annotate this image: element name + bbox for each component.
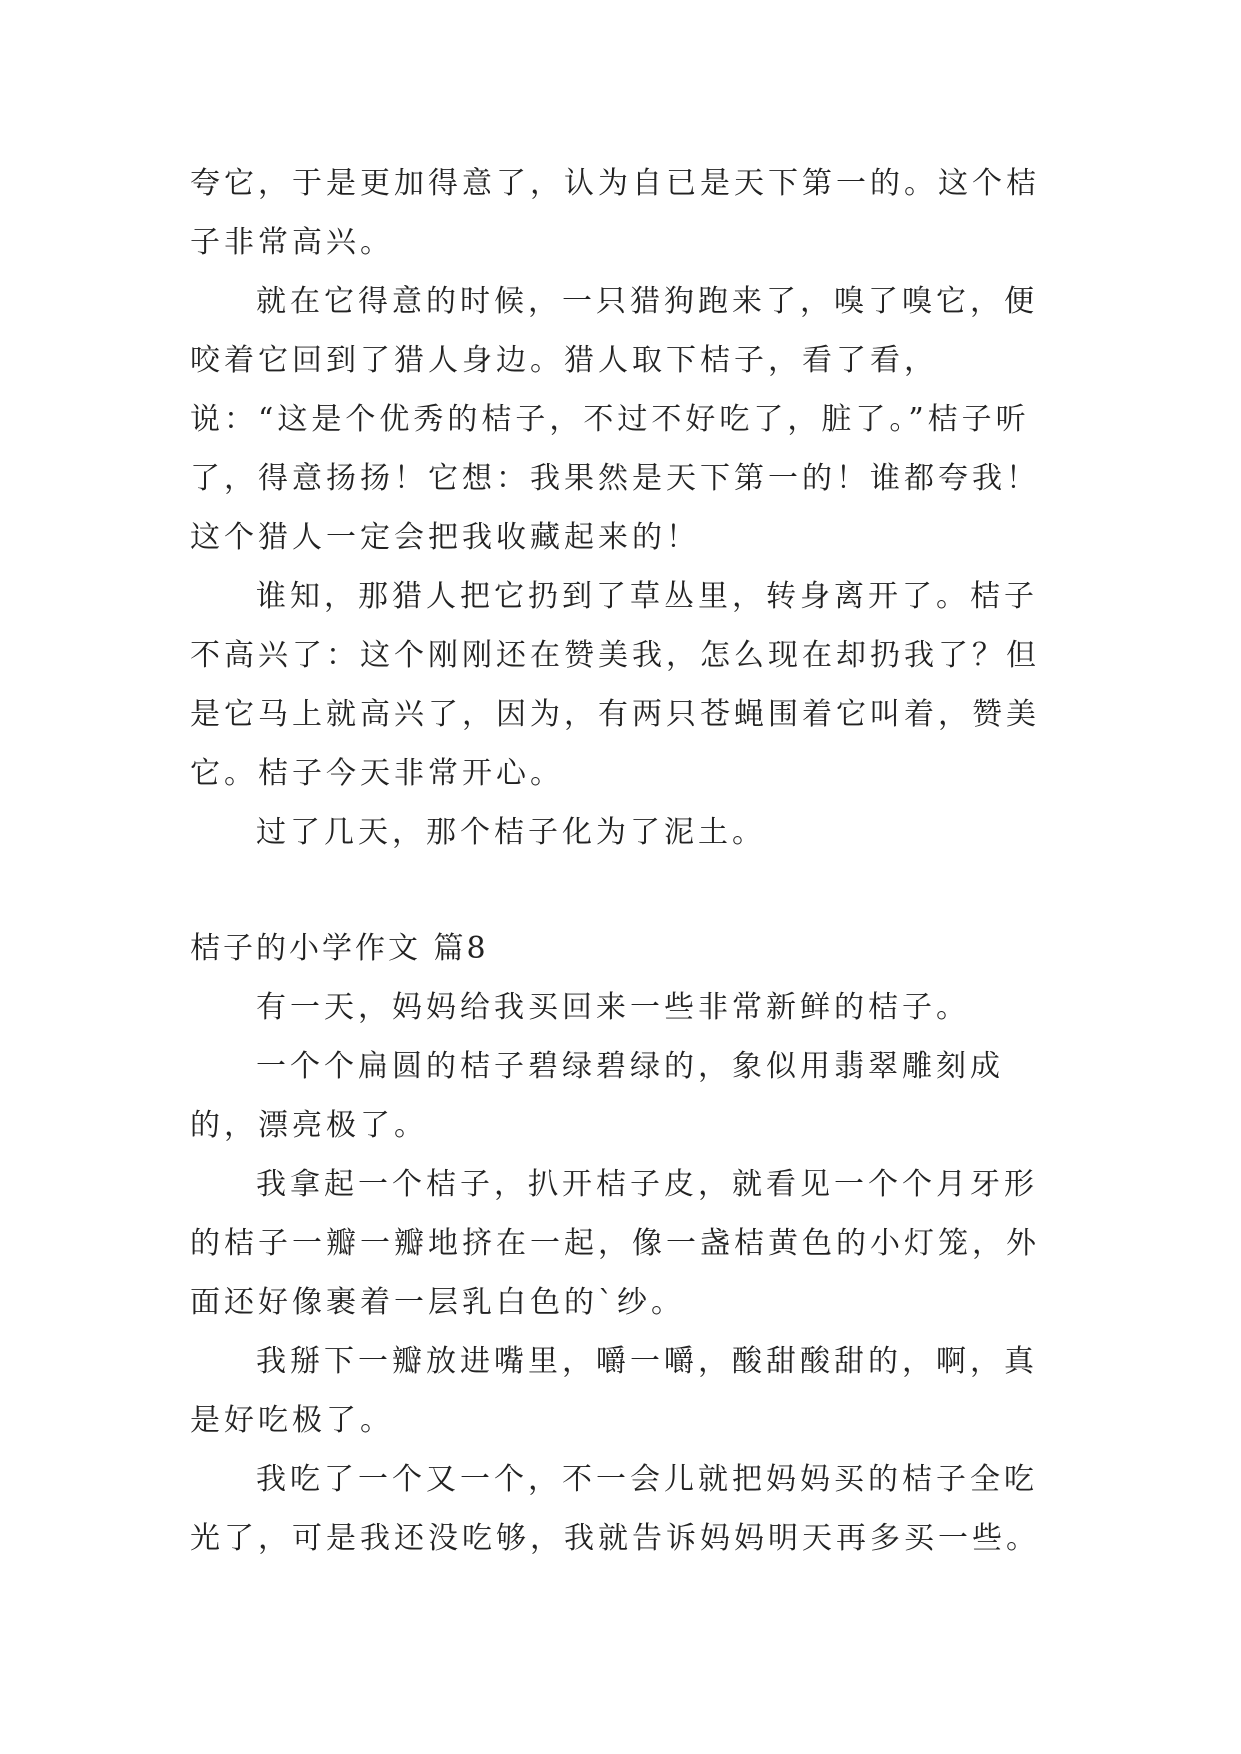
- paragraph: 有一天，妈妈给我买回来一些非常新鲜的桔子。: [256, 990, 970, 1025]
- paragraph: 过了几天，那个桔子化为了泥土。: [256, 815, 766, 850]
- paragraph: 我吃了一个又一个，不一会儿就把妈妈买的桔子全吃光了，可是我还没吃够，我就告诉妈妈明天再多买一些。: [190, 1462, 1040, 1556]
- paragraph: 谁知，那猎人把它扔到了草丛里，转身离开了。桔子不高兴了：这个刚刚还在赞美我，怎么现在却扔我了？但是它马上就高兴了，因为，有两只苍蝇围着它叫着，赞美它。桔子今天非常开心。: [190, 579, 1040, 791]
- document-body: [190, 154, 1050, 1568]
- section-gap: [190, 862, 1050, 919]
- paragraph: 就在它得意的时候，一只猎狗跑来了，嗅了嗅它，便咬着它回到了猎人身边。猎人取下桔子，看了看，说：“这是个优秀的桔子，不过不好吃了，脏了。”桔子听了，得意扬扬！它想：我果然是天下第一的！谁都夸我！这个猎人一定会把我收藏起来的！: [190, 284, 1040, 555]
- paragraph: 一个个扁圆的桔子碧绿碧绿的，象似用翡翠雕刻成的，漂亮极了。: [190, 1049, 1004, 1143]
- paragraph: 我掰下一瓣放进嘴里，嚼一嚼，酸甜酸甜的，啊，真是好吃极了。: [190, 1344, 1038, 1438]
- section-heading: 桔子的小学作文 篇8: [190, 931, 489, 966]
- paragraph: 我拿起一个桔子，扒开桔子皮，就看见一个个月牙形的桔子一瓣一瓣地挤在一起，像一盏桔黄色的小灯笼，外面还好像裹着一层乳白色的`纱。: [190, 1167, 1040, 1320]
- paragraph-continued: 夸它，于是更加得意了，认为自已是天下第一的。这个桔子非常高兴。: [190, 166, 1040, 260]
